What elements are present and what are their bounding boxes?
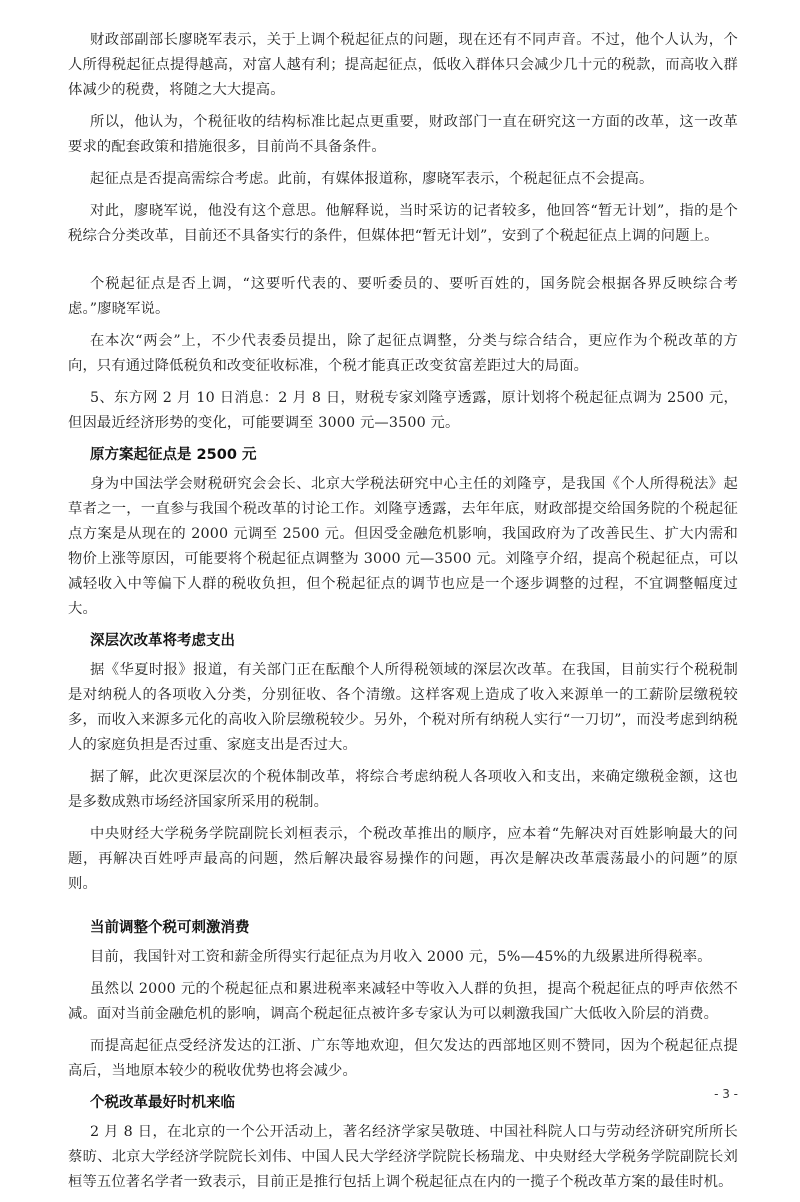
paragraph: 在本次“两会”上，不少代表委员提出，除了起征点调整，分类与综合结合，更应作为个税改革的方向，只有通过降低税负和改变征收标准，个税才能真正改变贫富差距过大的局面。	[68, 333, 738, 374]
section-heading: 原方案起征点是 2500 元	[90, 447, 257, 463]
paragraph: 5、东方网 2 月 10 日消息：2 月 8 日，财税专家刘隆亨透露，原计划将个税起征点调为 2500 元，但因最近经济形势的变化，可能要调至 3000 元—3500 元。	[68, 390, 738, 431]
paragraph: 虽然以 2000 元的个税起征点和累进税率来减轻中等收入人群的负担，提高个税起征点的呼声依然不减。面对当前金融危机的影响，调高个税起征点被许多专家认为可以刺激我国广大低收入阶层的消费。	[68, 981, 738, 1022]
page-number: - 3 -	[714, 1087, 738, 1101]
paragraph: 据《华夏时报》报道，有关部门正在酝酿个人所得税领域的深层次改革。在我国，目前实行个税税制是对纳税人的各项收入分类，分别征收、各个清缴。这样客观上造成了收入来源单一的工薪阶层缴税较多，而收入来源多元化的高收入阶层缴税较少。另外，个税对所有纳税人实行“一刀切”，而没考虑到纳税人的家庭负担是否过重、家庭支出是否过大。	[68, 662, 738, 753]
paragraph: 所以，他认为，个税征收的结构标准比起点更重要，财政部门一直在研究这一方面的改革，这一改革要求的配套政策和措施很多，目前尚不具备条件。	[68, 114, 738, 155]
section-heading: 当前调整个税可刺激消费	[90, 920, 250, 936]
paragraph: 2 月 8 日，在北京的一个公开活动上，著名经济学家吴敬琏、中国社科院人口与劳动经济研究所所长蔡昉、北京大学经济学院院长刘伟、中国人民大学经济学院院长杨瑞龙、中央财经大学税务学院副院长刘桓等五位著名学者一致表示，目前正是推行包括上调个税起征点在内的一揽子个税改革方案的最佳时机。	[68, 1124, 738, 1190]
section-heading: 个税改革最好时机来临	[90, 1095, 235, 1111]
paragraph: 个税起征点是否上调，“这要听代表的、要听委员的、要听百姓的，国务院会根据各界反映综合考虑。”廖晓军说。	[68, 276, 738, 317]
paragraph: 对此，廖晓军说，他没有这个意思。他解释说，当时采访的记者较多，他回答“暂无计划”，指的是个税综合分类改革，目前还不具备实行的条件，但媒体把“暂无计划”，安到了个税起征点上调的问题上。	[68, 203, 738, 244]
spacer	[68, 256, 738, 272]
paragraph: 目前，我国针对工资和薪金所得实行起征点为月收入 2000 元，5%—45%的九级累进所得税率。	[90, 949, 712, 965]
paragraph: 身为中国法学会财税研究会会长、北京大学税法研究中心主任的刘隆亨，是我国《个人所得税法》起草者之一，一直参与我国个税改革的讨论工作。刘隆亨透露，去年年底，财政部提交给国务院的个税起征点方案是从现在的 2000 元调至 2500 元。但因受金融危机影响，我国政府为了改善民生、扩大内需和物价上涨等原因，可能要将个税起征点调整为 3000 元—3500 元。刘隆亨介绍，提高个税起征点，可以减轻收入中等偏下人群的税收负担，但个税起征点的调节也应是一个逐步调整的过程，不宜调整幅度过大。	[68, 476, 738, 617]
spacer	[68, 904, 738, 916]
paragraph: 据了解，此次更深层次的个税体制改革，将综合考虑纳税人各项收入和支出，来确定缴税金额，这也是多数成熟市场经济国家所采用的税制。	[68, 769, 738, 810]
section-heading: 深层次改革将考虑支出	[90, 633, 235, 649]
paragraph: 起征点是否提高需综合考虑。此前，有媒体报道称，廖晓军表示，个税起征点不会提高。	[90, 171, 654, 187]
paragraph: 财政部副部长廖晓军表示，关于上调个税起征点的问题，现在还有不同声音。不过，他个人认为，个人所得税起征点提得越高，对富人越有利；提高起征点，低收入群体只会减少几十元的税款，而高收入群体减少的税费，将随之大大提高。	[68, 32, 738, 98]
paragraph: 而提高起征点受经济发达的江浙、广东等地欢迎，但欠发达的西部地区则不赞同，因为个税起征点提高后，当地原本较少的税收优势也将会减少。	[68, 1038, 738, 1079]
document-body	[68, 28, 738, 1202]
paragraph: 中央财经大学税务学院副院长刘桓表示，个税改革推出的顺序，应本着“先解决对百姓影响最大的问题，再解决百姓呼声最高的问题，然后解决最容易操作的问题，再次是解决改革震荡最小的问题”的原则。	[68, 826, 738, 892]
